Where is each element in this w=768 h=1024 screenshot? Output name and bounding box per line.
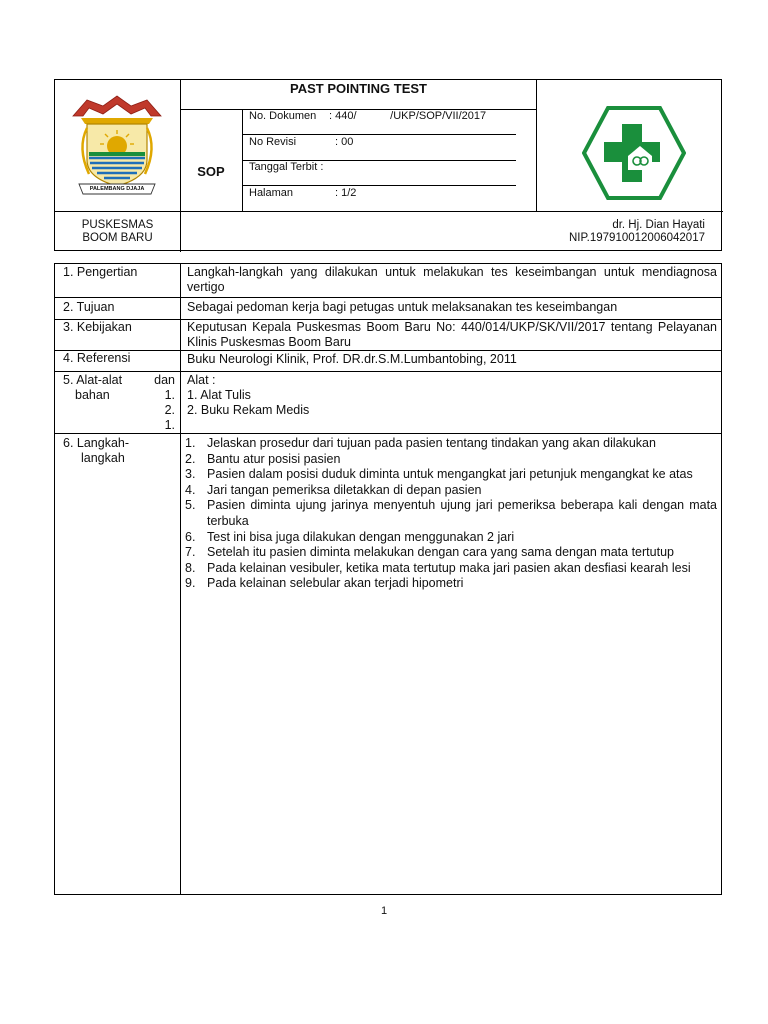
doc-number-value: : 440/ /UKP/SOP/VII/2017 — [329, 110, 487, 122]
header-divider — [55, 211, 723, 212]
revision-key: No Revisi — [249, 136, 297, 148]
table-row-divider — [55, 297, 721, 298]
puskesmas-logo — [582, 104, 686, 202]
step-number: 5. — [185, 498, 196, 513]
section-label-alat-num: 1. — [164, 418, 175, 432]
section-text-pengertian: Langkah-langkah yang dilakukan untuk melakukan tes keseimbangan untuk mendiagnosa vertigo — [187, 265, 717, 294]
signer-name: dr. Hj. Dian Hayati — [612, 219, 705, 231]
procedure-step — [185, 436, 717, 452]
step-text: Bantu atur posisi pasien — [207, 451, 341, 466]
section-label-alat-num: 2. — [164, 403, 175, 417]
doc-number-row — [249, 110, 486, 122]
header-divider — [242, 185, 516, 186]
step-text: Pada kelainan vesibuler, ketika mata tertutup maka jari pasien akan desfiasi kearah lesi — [207, 560, 691, 575]
alat-heading: Alat : — [187, 373, 216, 387]
procedure-step — [185, 545, 717, 561]
section-label-alat — [63, 373, 175, 433]
section-label-referensi: 4. Referensi — [63, 351, 131, 365]
step-text: Pasien diminta ujung jarinya menyentuh ujung jari pemeriksa beberapa kali dengan mata terbuka — [207, 498, 717, 528]
step-text: Pada kelainan selebular akan terjadi hipometri — [207, 576, 464, 591]
step-text: Pasien dalam posisi duduk diminta untuk mengangkat jari petunjuk mengangkat ke atas — [207, 467, 693, 482]
document-title: PAST POINTING TEST — [290, 81, 427, 96]
page-row — [249, 187, 356, 199]
section-text-tujuan: Sebagai pedoman kerja bagi petugas untuk melaksanakan tes keseimbangan — [187, 300, 618, 314]
signer-block — [537, 219, 705, 245]
table-row-divider — [55, 371, 721, 372]
revision-row — [249, 136, 353, 148]
section-label-alat-dan: dan — [154, 373, 175, 387]
step-number: 1. — [185, 436, 196, 450]
page-value: : 1/2 — [335, 187, 357, 199]
procedure-step — [185, 483, 717, 499]
alat-item: 1. Alat Tulis — [187, 388, 251, 402]
step-text: Test ini bisa juga dilakukan dengan menggunakan 2 jari — [207, 529, 515, 544]
procedure-steps-list — [185, 436, 717, 592]
step-number: 9. — [185, 576, 196, 591]
signer-nip: NIP.197910012006042017 — [568, 232, 705, 244]
issue-date-key: Tanggal Terbit : — [249, 161, 324, 173]
step-number: 2. — [185, 451, 196, 466]
alat-item: 2. Buku Rekam Medis — [187, 403, 310, 417]
emblem-ribbon-text: PALEMBANG DJAJA — [89, 186, 145, 192]
palembang-emblem-logo — [67, 94, 167, 198]
sop-header-table — [54, 79, 722, 251]
section-text-referensi: Buku Neurologi Klinik, Prof. DR.dr.S.M.Lumbantobing, 2011 — [187, 352, 517, 366]
section-text-alat — [187, 373, 717, 418]
procedure-step — [185, 467, 717, 483]
step-number: 3. — [185, 467, 196, 482]
organization-name — [55, 219, 180, 245]
section-label-tujuan: 2. Tujuan — [63, 300, 115, 314]
section-label-langkah — [63, 436, 175, 466]
section-label-kebijakan: 3. Kebijakan — [63, 320, 132, 334]
procedure-step — [185, 498, 717, 529]
step-number: 7. — [185, 545, 196, 560]
step-text: Jari tangan pemeriksa diletakkan di depan pasien — [207, 482, 482, 497]
section-text-kebijakan: Keputusan Kepala Puskesmas Boom Baru No: 440/014/UKP/SK/VII/2017 tentang Pelayanan Klinis Puskesmas Boom Baru — [187, 320, 717, 349]
procedure-step — [185, 561, 717, 577]
section-label-langkah-a: 6. Langkah- — [63, 436, 130, 450]
section-label-alat-num: 1. — [164, 388, 175, 402]
step-text: Jelaskan prosedur dari tujuan pada pasien tentang tindakan yang akan dilakukan — [207, 436, 656, 450]
header-divider — [242, 134, 516, 135]
procedure-step — [185, 452, 717, 468]
procedure-step — [185, 530, 717, 546]
section-label-alat-b: bahan — [75, 388, 110, 402]
step-text: Setelah itu pasien diminta melakukan dengan cara yang sama dengan mata tertutup — [207, 545, 674, 560]
table-column-divider — [180, 264, 181, 894]
sop-content-table — [54, 263, 722, 895]
organization-line-1: PUSKESMAS — [81, 219, 154, 231]
procedure-step — [185, 576, 717, 592]
section-label-pengertian: 1. Pengertian — [63, 265, 138, 279]
page-key: Halaman — [249, 187, 294, 199]
revision-value: : 00 — [335, 136, 354, 148]
step-number: 4. — [185, 482, 196, 497]
page-number: 1 — [380, 905, 388, 917]
issue-date-row — [249, 161, 323, 173]
section-label-alat-a: 5. Alat-alat — [63, 373, 123, 387]
table-row-divider — [55, 433, 721, 434]
sop-label: SOP — [197, 164, 225, 179]
doc-number-key: No. Dokumen — [249, 110, 317, 122]
step-number: 8. — [185, 560, 196, 575]
step-number: 6. — [185, 529, 196, 544]
organization-line-2: BOOM BARU — [82, 232, 153, 244]
section-label-langkah-b: langkah — [81, 451, 125, 465]
